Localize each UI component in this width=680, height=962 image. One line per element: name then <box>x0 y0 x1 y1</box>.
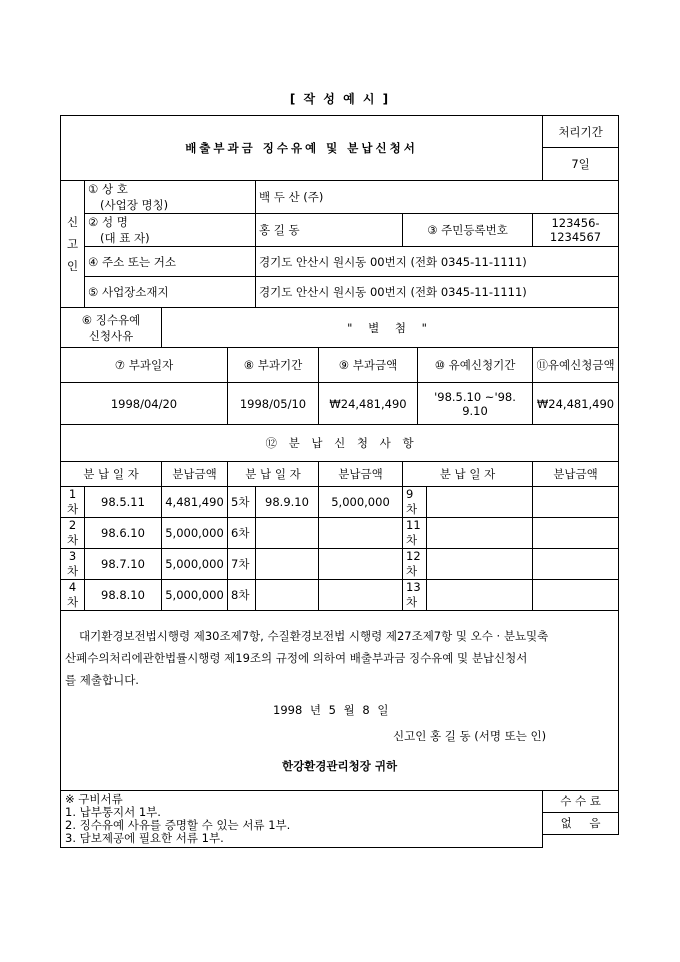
declaration-signature-line: 신고인 홍 길 동 (서명 또는 인) <box>393 729 547 743</box>
installment-cell <box>427 518 533 549</box>
example-header: [ 작 성 예 시 ] <box>289 92 391 106</box>
resident-number-label: ③ 주민등록번호 <box>403 214 533 247</box>
installment-amount-header: 분납금액 <box>533 462 619 487</box>
installment-amount-header: 분납금액 <box>162 462 228 487</box>
installment-date-header: 분 납 일 자 <box>403 462 533 487</box>
form-title: 배출부과금 징수유예 및 분납신청서 <box>61 116 543 181</box>
installment-cell: 98.7.10 <box>85 549 162 580</box>
installment-cell: 98.9.10 <box>256 487 319 518</box>
installment-cell: 98.5.11 <box>85 487 162 518</box>
business-site-value: 경기도 안산시 원시동 00번지 (전화 0345-11-1111) <box>256 277 619 308</box>
levy-amount-value: ₩24,481,490 <box>319 383 418 425</box>
installment-title: ⑫ 분 납 신 청 사 항 <box>61 425 619 462</box>
representative-label: ② 성 명 (대 표 자) <box>85 214 256 247</box>
reason-value: " 별 첨 " <box>162 308 619 348</box>
installment-cell: 5,000,000 <box>162 580 228 611</box>
installment-cell: 5,000,000 <box>319 487 403 518</box>
required-document-item: 2. 징수유예 사유를 증명할 수 있는 서류 1부. <box>65 818 291 832</box>
installment-cell: 11차 <box>403 518 427 549</box>
required-document-item: 1. 납부통지서 1부. <box>65 805 161 819</box>
company-name-label: ① 상 호 (사업장 명칭) <box>85 181 256 214</box>
reason-label: ⑥ 징수유예 신청사유 <box>61 308 162 348</box>
deferral-amount-value: ₩24,481,490 <box>533 383 619 425</box>
installment-date-header: 분 납 일 자 <box>228 462 319 487</box>
installment-cell: 12차 <box>403 549 427 580</box>
installment-cell <box>427 549 533 580</box>
installment-cell: 3차 <box>61 549 85 580</box>
installment-cell <box>319 580 403 611</box>
installment-cell: 5,000,000 <box>162 518 228 549</box>
levy-amount-header: ⑨ 부과금액 <box>319 348 418 383</box>
deferral-period-value: '98.5.10 ~'98. 9.10 <box>418 383 533 425</box>
installment-cell: 5차 <box>228 487 256 518</box>
installment-cell <box>427 487 533 518</box>
levy-date-value: 1998/04/20 <box>61 383 228 425</box>
deferral-period-header: ⑩ 유예신청기간 <box>418 348 533 383</box>
fee-value: 없 음 <box>543 812 619 834</box>
address-label: ④ 주소 또는 거소 <box>85 247 256 277</box>
levy-period-value: 1998/05/10 <box>228 383 319 425</box>
declaration-text: 산폐수의처리에관한법률시행령 제19조의 규정에 의하여 배출부과금 징수유예 및 분납신청서 <box>65 651 528 665</box>
resident-number-value: 123456-1234567 <box>533 214 619 247</box>
installment-cell <box>533 580 619 611</box>
required-documents-title: ※ 구비서류 <box>65 792 123 806</box>
processing-period-label: 처리기간 <box>543 116 619 148</box>
installment-cell: 4,481,490 <box>162 487 228 518</box>
applicant-section-label: 신 고 인 <box>61 181 85 308</box>
installment-cell: 6차 <box>228 518 256 549</box>
deferral-amount-header: ⑪유예신청금액 <box>533 348 619 383</box>
address-value: 경기도 안산시 원시동 00번지 (전화 0345-11-1111) <box>256 247 619 277</box>
installment-cell: 8차 <box>228 580 256 611</box>
installment-cell <box>427 580 533 611</box>
installment-cell <box>256 580 319 611</box>
levy-period-header: ⑧ 부과기간 <box>228 348 319 383</box>
installment-cell <box>319 518 403 549</box>
required-document-item: 3. 담보제공에 필요한 서류 1부. <box>65 831 224 845</box>
installment-cell: 98.8.10 <box>85 580 162 611</box>
fee-spacer <box>543 834 619 847</box>
levy-date-header: ⑦ 부과일자 <box>61 348 228 383</box>
installment-cell: 9차 <box>403 487 427 518</box>
company-name-value: 백 두 산 (주) <box>256 181 619 214</box>
installment-cell: 98.6.10 <box>85 518 162 549</box>
declaration-text: 대기환경보전법시행령 제30조제7항, 수질환경보전법 시행령 제27조제7항 및 오수 · 분뇨및축 <box>79 629 549 643</box>
installment-cell: 4차 <box>61 580 85 611</box>
installment-cell <box>533 518 619 549</box>
installment-cell: 2차 <box>61 518 85 549</box>
declaration-date: 1998 년 5 월 8 일 <box>273 703 389 717</box>
installment-date-header: 분 납 일 자 <box>61 462 162 487</box>
installment-cell <box>256 518 319 549</box>
representative-value: 홍 길 동 <box>256 214 403 247</box>
fee-label: 수 수 료 <box>543 791 619 813</box>
application-form <box>60 115 619 848</box>
installment-row <box>61 549 619 580</box>
installment-cell <box>256 549 319 580</box>
installment-cell: 5,000,000 <box>162 549 228 580</box>
installment-cell: 7차 <box>228 549 256 580</box>
installment-row <box>61 580 619 611</box>
declaration <box>61 611 619 791</box>
declaration-text: 를 제출합니다. <box>65 673 139 687</box>
installment-row <box>61 518 619 549</box>
business-site-label: ⑤ 사업장소재지 <box>85 277 256 308</box>
processing-period-value: 7일 <box>543 148 619 181</box>
installment-cell <box>533 487 619 518</box>
installment-amount-header: 분납금액 <box>319 462 403 487</box>
installment-row <box>61 487 619 518</box>
installment-cell <box>319 549 403 580</box>
declaration-recipient: 한강환경관리청장 귀하 <box>281 759 398 773</box>
installment-cell: 13차 <box>403 580 427 611</box>
installment-cell: 1차 <box>61 487 85 518</box>
required-documents <box>61 791 543 848</box>
installment-cell <box>533 549 619 580</box>
